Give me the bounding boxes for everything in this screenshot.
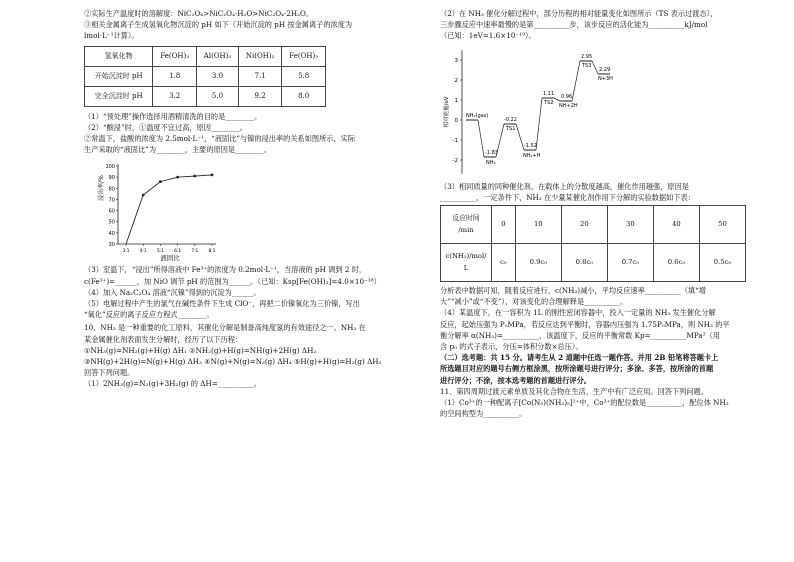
- text-line: （1）2NH₃(g)=N₂(g)+3H₂(g) 的 ΔH=__________。: [84, 379, 261, 389]
- section-heading: 所选题目对应的题号右侧方框涂黑，按所涂题号进行评分；多涂、多答，按所涂的首题: [440, 364, 714, 374]
- cell-text: L: [463, 263, 469, 272]
- table-cell: c₀: [492, 244, 516, 282]
- table-cell: 30: [607, 206, 653, 244]
- level-label: NH₂+H: [523, 152, 541, 159]
- y-axis-label: 浸出率/%: [98, 175, 105, 202]
- data-point: [211, 174, 214, 177]
- table-cell: 0.7c₀: [607, 244, 653, 282]
- text-line: c(Fe³⁺)=______，加 NiO 调节 pH 的范围为______。（已知：Ksp[Fe(OH)₃]=4.0×10⁻³⁸）: [84, 276, 381, 286]
- table-cell: 40: [653, 206, 699, 244]
- question-2: （2）“酸浸”时，①温度不宜过高，原因________。: [84, 122, 247, 132]
- y-tick-label: 70: [108, 197, 115, 204]
- text-line: ③相关金属离子生成氢氧化物沉淀的 pH 如下（开始沉淀的 pH 按金属离子的浓度为: [84, 20, 353, 30]
- table-row: [85, 86, 326, 106]
- x-tick-label: 3∶1: [122, 249, 130, 255]
- text-line: 含 p₀ 的式子表示，分压=体积分数×总压）。: [440, 342, 583, 352]
- text-line: 大”“减小”或“不变”），对该变化的合理解释是__________。: [440, 297, 628, 307]
- text-line: （3）相同质量的同种催化剂，在载体上的分散度越高，催化作用越强，原因是: [440, 181, 689, 191]
- table-row: [441, 244, 746, 282]
- table-cell: 7.1: [238, 66, 281, 86]
- y-tick-label: 40: [108, 231, 115, 238]
- y-tick: 2: [454, 77, 458, 84]
- y-tick-label: 100: [105, 164, 115, 171]
- table-cell: Fe(OH)₃: [153, 46, 197, 66]
- table-header-cell: [441, 206, 492, 244]
- table-cell: 0.6c₀: [653, 244, 699, 282]
- level-value: 2.95: [581, 53, 593, 60]
- level-label: N+3H: [598, 75, 613, 82]
- table-cell: 3.2: [153, 86, 197, 106]
- cell-text: /min: [458, 225, 474, 234]
- level-value: -1.52: [524, 142, 537, 149]
- table-header-row: [85, 46, 326, 66]
- text-line: 11、第四周期过渡元素单质及其化合物在生活、生产中有广泛应用。回答下列问题。: [440, 386, 708, 396]
- x-tick-label: 7∶1: [191, 249, 199, 255]
- table-cell: 20: [561, 206, 607, 244]
- text-line: 的空间构型为__________。: [440, 409, 527, 419]
- decomposition-data-table: [440, 205, 746, 282]
- right-column: [440, 8, 752, 419]
- data-point: [176, 176, 179, 179]
- level-label: NH₃(gas): [466, 112, 489, 119]
- table-cell: 50: [699, 206, 745, 244]
- data-point: [193, 175, 196, 178]
- table-cell: 0.5c₀: [699, 244, 745, 282]
- level-value: 2.29: [599, 66, 611, 73]
- text-line: __________，一定条件下，NH₃ 在少量某催化剂作用下分解的实验数据如下表：: [440, 192, 695, 202]
- y-tick: 1: [454, 97, 458, 104]
- level-label: TS3: [582, 62, 592, 69]
- table-cell: 0: [492, 206, 516, 244]
- text-line: 生产采取的“液固比”为________，主要的原因是________。: [84, 145, 272, 155]
- x-axis-label: 液固比: [160, 254, 180, 263]
- level-label: TS2: [544, 99, 554, 106]
- x-tick-label: 5∶1: [156, 249, 164, 255]
- table-cell: 0.9c₀: [515, 244, 561, 282]
- text-line: 某金属催化剂表面发生分解时，经历了以下历程：: [84, 334, 243, 344]
- table-cell: 1.8: [153, 66, 197, 86]
- table-cell: 0.8c₀: [561, 244, 607, 282]
- table-cell: 8.0: [282, 86, 326, 106]
- y-tick-label: 80: [108, 186, 115, 193]
- cell-text: c(NH₃)/mol/: [445, 252, 487, 261]
- x-tick-label: 6∶1: [174, 249, 182, 255]
- text-line: 反应，起始压强为 P₀MPa，若反应达到平衡时，容器内压强为 1.75P₀MPa，则 NH₃ 的平: [440, 319, 730, 329]
- text-line: 衡分解率 α(NH₃)=__________，该温度下，反应的平衡常数 Kp=__________MPa²（用: [440, 330, 720, 340]
- x-tick-label: 8∶1: [208, 249, 216, 255]
- table-cell: Ni(OH)₂: [238, 46, 281, 66]
- y-axis-label: 相对能量/eV: [444, 96, 450, 128]
- table-cell: 完全沉淀时 pH: [85, 86, 153, 106]
- table-row: [85, 66, 326, 86]
- data-point: [142, 194, 145, 197]
- table-row: [441, 206, 746, 244]
- text-line: ②常温下，盐酸的浓度为 2.5mol·L⁻¹，“液固比”与镍的浸出率的关系如图所示，实际: [84, 134, 356, 144]
- y-tick: 3: [454, 57, 458, 64]
- reaction-step: ①NH₃(g)=NH₂(g)+H(g) ΔH₁ ②NH₂(g)+H(g)=NH(g)+2H(g) ΔH₂: [84, 345, 317, 355]
- data-point: [159, 181, 162, 184]
- y-tick: 0: [454, 117, 458, 124]
- table-cell: Fe(OH)₂: [282, 46, 326, 66]
- text-line: （2）在 NH₃ 催化分解过程中，部分历程的相对能量变化如图所示（TS 表示过渡态），: [440, 9, 718, 18]
- table-cell: 3.0: [197, 66, 239, 86]
- series-line: [126, 175, 212, 244]
- text-line: “氧化”反应的离子反应方程式________。: [84, 310, 214, 320]
- text-line: （5）电解过程中产生的氯气在碱性条件下生成 ClO⁻，再把二价镍氧化为三价镍，写出: [84, 299, 360, 309]
- table-header-cell: [441, 244, 492, 282]
- text-line: （已知：1eV=1.6×10⁻¹⁹）。: [440, 31, 536, 41]
- y-tick-label: 90: [108, 175, 115, 182]
- y-tick-label: 60: [108, 208, 115, 215]
- text-line: lmol·L⁻¹计算）。: [84, 31, 139, 41]
- question-1: （1）“预处理”操作选择用酒精清洗的目的是________。: [84, 111, 262, 121]
- level-value: 1.11: [543, 90, 555, 97]
- table-cell: 开始沉淀时 pH: [85, 66, 153, 86]
- level-value: -1.83: [485, 149, 498, 156]
- table-cell: 5.8: [282, 66, 326, 86]
- section-heading: 进行评分；不涂，按本选考题的首题进行评分。: [440, 375, 591, 385]
- text-line: （4）某温度下，在一容积为 1L 的刚性密闭容器中，投入一定量的 NH₃ 发生催化分解: [440, 308, 716, 318]
- y-tick: -2: [452, 157, 458, 164]
- text-line: ②实际生产温度时的溶解度：NiC₂O₄>NiC₂O₄·H₂O>NiC₂O₄·2H₂O。: [84, 9, 314, 18]
- text-line: 分析表中数据可知，随着反应进行，c(NH₃)减小，平均反应速率__________（填“增: [440, 286, 706, 296]
- hydroxide-ph-table: [84, 46, 326, 107]
- reaction-step: ③NH(g)+2H(g)=N(g)+H(g) ΔH₃ ④N(g)+N(g)=N₂(g) ΔH₄ ⑤H(g)+H(g)=H₂(g) ΔH₅: [84, 357, 382, 367]
- section-heading: （二）选考题：共 15 分。请考生从 2 道题中任选一题作答。并用 2B 铅笔将答题卡上: [440, 353, 719, 363]
- level-label: NH₃: [486, 159, 496, 166]
- text-line: 回答下列问题。: [84, 368, 135, 378]
- table-cell: 10: [515, 206, 561, 244]
- level-value: 0.96: [561, 93, 573, 100]
- text-line: 三步骤反应中速率最慢的是第__________步，该步反应的活化能为__________kJ/mol: [440, 20, 708, 30]
- cell-text: 反应时间: [452, 214, 480, 223]
- y-tick-label: 30: [108, 242, 115, 249]
- text-line: （3）室温下，“浸出”所得溶液中 Fe³⁺的浓度为 0.2mol·L⁻¹，当溶液的 pH 调到 2 时，: [84, 265, 367, 275]
- text-line: （1）Co³⁺的一种配离子[Co(N₃)(NH₃)₅]²⁺中，Co³⁺的配位数是__________，配位体 NH₃: [440, 398, 729, 408]
- level-label: TS1: [506, 125, 516, 132]
- table-cell: Al(OH)₃: [197, 46, 239, 66]
- table-cell: 9.2: [238, 86, 281, 106]
- table-cell: 氢氧化物: [85, 46, 153, 66]
- left-column: [84, 8, 390, 390]
- table-cell: 5.0: [197, 86, 239, 106]
- x-tick-label: 4∶1: [139, 249, 147, 255]
- y-tick: -1: [452, 137, 458, 144]
- leaching-rate-chart: [94, 158, 224, 262]
- energy-profile-diagram: [440, 42, 700, 180]
- y-tick-label: 50: [108, 220, 115, 227]
- level-label: NH+2H: [559, 102, 578, 109]
- text-line: 10、NH₃ 是一种重要的化工原料，其催化分解是制备高纯度氢的有效途径之一。NH₃ 在: [84, 323, 366, 333]
- level-value: -0.22: [504, 116, 517, 123]
- text-line: （4）加入 Na₂C₂O₄ 溶液“沉镍”得到的沉淀为______。: [84, 287, 261, 297]
